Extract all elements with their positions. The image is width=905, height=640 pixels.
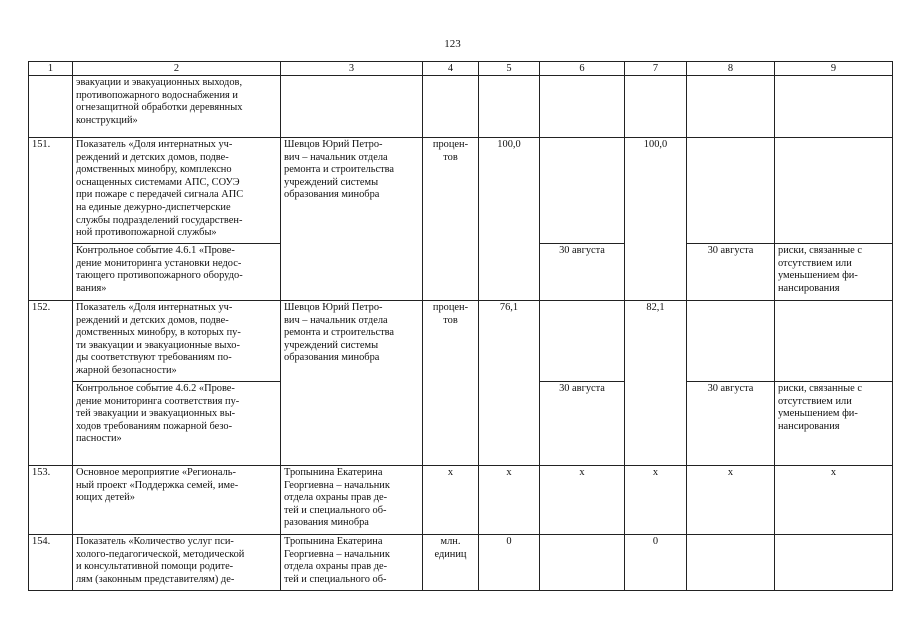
table-row: [29, 466, 893, 535]
measure-name: эвакуации и эвакуационных выходов, противопожарного водоснабжения и огнезащитной обработки деревянных конструкций»: [73, 76, 281, 138]
indicator-name: Показатель «Доля интернатных уч- реждений и детских домов, подве- домственных минобру, комплексно оснащенных системами АПС, СОУЭ при пожаре с передачей сигнала АПС на единые дежурно-диспетчерские службы подразделений государствен- ной противопожарной службы»: [73, 138, 281, 244]
event-date-col8: 30 августа: [687, 244, 775, 301]
header-cell: 7: [625, 62, 687, 76]
value-col7: 82,1: [625, 301, 687, 466]
responsible-person: Шевцов Юрий Петро- вич – начальник отдела ремонта и строительства учреждений системы образования минобра: [281, 138, 423, 301]
measure-name: Основное мероприятие «Региональ- ный проект «Поддержка семей, име- ющих детей»: [73, 466, 281, 535]
header-cell: 2: [73, 62, 281, 76]
responsible-person: Тропынина Екатерина Георгиевна – начальник отдела охраны прав де- тей и специального об-: [281, 535, 423, 591]
event-date-col6: 30 августа: [540, 382, 625, 466]
responsible-person: Тропынина Екатерина Георгиевна – начальник отдела охраны прав де- тей и специального об- разования минобра: [281, 466, 423, 535]
value-col7: 100,0: [625, 138, 687, 301]
table-row: [29, 138, 893, 244]
value-col8: x: [687, 466, 775, 535]
value-col5: 100,0: [479, 138, 540, 301]
value-col7: 0: [625, 535, 687, 591]
header-cell: 1: [29, 62, 73, 76]
unit: процен- тов: [423, 301, 479, 466]
table-row: [29, 535, 893, 591]
value-col6: x: [540, 466, 625, 535]
header-cell: 8: [687, 62, 775, 76]
table-row: [29, 76, 893, 138]
event-date-col8: 30 августа: [687, 382, 775, 466]
value-col9: x: [775, 466, 893, 535]
value-col5: x: [479, 466, 540, 535]
value-col7: x: [625, 466, 687, 535]
control-event-name: Контрольное событие 4.6.1 «Прове- дение мониторинга установки недос- тающего противопожарного оборудо- вания»: [73, 244, 281, 301]
indicator-name: Показатель «Доля интернатных уч- реждений и детских домов, подве- домственных минобру, в которых пу- ти эвакуации и эвакуационные выхо- ды соответствуют требованиям по- жарной безопасности»: [73, 301, 281, 382]
page-number: 123: [444, 38, 461, 50]
control-event-name: Контрольное событие 4.6.2 «Прове- дение мониторинга соответствия пу- тей эвакуации и эвакуационных вы- ходов требованиям пожарной безо- пасности»: [73, 382, 281, 466]
responsible-person: Шевцов Юрий Петро- вич – начальник отдела ремонта и строительства учреждений системы образования минобра: [281, 301, 423, 466]
header-cell: 3: [281, 62, 423, 76]
header-cell: 6: [540, 62, 625, 76]
header-cell: 5: [479, 62, 540, 76]
row-number: 153.: [29, 466, 73, 535]
unit: процен- тов: [423, 138, 479, 301]
value-col5: 0: [479, 535, 540, 591]
row-number: 151.: [29, 138, 73, 301]
indicator-name: Показатель «Количество услуг пси- холого-педагогической, методической и консультативной помощи родите- лям (законным представителям) де-: [73, 535, 281, 591]
header-row: [29, 62, 893, 76]
unit: млн. единиц: [423, 535, 479, 591]
risks: риски, связанные с отсутствием или уменьшением фи- нансирования: [775, 244, 893, 301]
header-cell: 9: [775, 62, 893, 76]
value-col5: 76,1: [479, 301, 540, 466]
event-date-col6: 30 августа: [540, 244, 625, 301]
plan-table: [28, 61, 893, 591]
row-number: 152.: [29, 301, 73, 466]
risks: риски, связанные с отсутствием или уменьшением фи- нансирования: [775, 382, 893, 466]
row-number: 154.: [29, 535, 73, 591]
header-cell: 4: [423, 62, 479, 76]
table-row: [29, 301, 893, 382]
value-col4: x: [423, 466, 479, 535]
